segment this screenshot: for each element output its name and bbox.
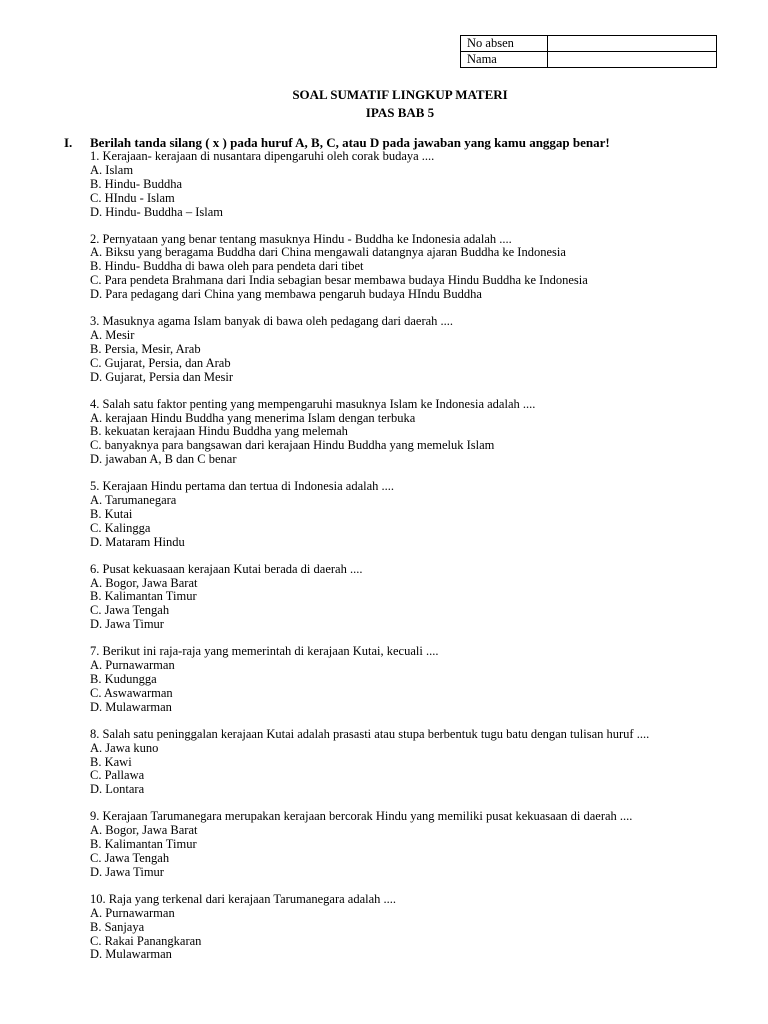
answer-option[interactable]: B. kekuatan kerajaan Hindu Buddha yang melemah	[90, 424, 348, 439]
page-subtitle: IPAS BAB 5	[365, 105, 435, 120]
answer-option[interactable]: A. Bogor, Jawa Barat	[90, 575, 198, 590]
question-item	[90, 893, 750, 963]
answer-option[interactable]: B. Kudungga	[90, 672, 157, 686]
absen-row	[461, 36, 717, 52]
answer-option[interactable]: A. Purnawarman	[90, 905, 175, 920]
answer-option[interactable]: D. Lontara	[90, 782, 145, 797]
answer-option[interactable]: C. HIndu - Islam	[90, 190, 175, 205]
answer-option[interactable]: C. banyaknya para bangsawan dari kerajaan Hindu Buddha yang memeluk Islam	[90, 438, 495, 453]
question-item	[90, 150, 750, 220]
question-text: 6. Pusat kekuasaan kerajaan Kutai berada di daerah ....	[90, 561, 363, 576]
question-text: 9. Kerajaan Tarumanegara merupakan kerajaan bercorak Hindu yang memiliki pusat kekuasaan di daerah ....	[90, 809, 633, 824]
student-identity-table	[460, 35, 717, 68]
question-text: 5. Kerajaan Hindu pertama dan tertua di Indonesia adalah ....	[90, 479, 395, 494]
page-title: SOAL SUMATIF LINGKUP MATERI	[292, 87, 508, 102]
nama-label: Nama	[461, 52, 548, 68]
answer-option[interactable]: D. jawaban A, B dan C benar	[90, 452, 237, 467]
answer-option[interactable]: D. Mulawarman	[90, 947, 172, 962]
answer-option[interactable]: C. Kalingga	[90, 520, 151, 535]
question-item	[90, 315, 750, 385]
answer-option[interactable]: B. Hindu- Buddha	[90, 176, 183, 191]
answer-option[interactable]: C. Rakai Panangkaran	[90, 933, 202, 948]
absen-field[interactable]	[548, 36, 717, 52]
answer-option[interactable]: A. Jawa kuno	[90, 740, 159, 755]
answer-option[interactable]: B. Kutai	[90, 506, 133, 521]
question-item	[90, 233, 750, 303]
question-item	[90, 398, 750, 468]
answer-option[interactable]: C. Pallawa	[90, 768, 145, 783]
answer-option[interactable]: C. Para pendeta Brahmana dari India sebagian besar membawa budaya Hindu Buddha ke Indonesia	[90, 273, 588, 288]
answer-option[interactable]: C. Jawa Tengah	[90, 603, 170, 618]
question-text: 4. Salah satu faktor penting yang mempengaruhi masuknya Islam ke Indonesia adalah ....	[90, 396, 536, 411]
question-list	[90, 150, 750, 975]
answer-option[interactable]: B. Hindu- Buddha di bawa oleh para pendeta dari tibet	[90, 259, 364, 274]
question-text: 2. Pernyataan yang benar tentang masuknya Hindu - Buddha ke Indonesia adalah ....	[90, 231, 512, 246]
question-item	[90, 810, 750, 880]
question-text: 8. Salah satu peninggalan kerajaan Kutai adalah prasasti atau stupa berbentuk tugu batu dengan tulisan huruf ....	[90, 726, 650, 741]
nama-row	[461, 52, 717, 68]
answer-option[interactable]: A. kerajaan Hindu Buddha yang menerima Islam dengan terbuka	[90, 410, 416, 425]
nama-field[interactable]	[548, 52, 717, 68]
answer-option[interactable]: C. Jawa Tengah	[90, 850, 170, 865]
answer-option[interactable]: A. Mesir	[90, 327, 135, 342]
answer-option[interactable]: D. Mataram Hindu	[90, 534, 185, 549]
answer-option[interactable]: A. Bogor, Jawa Barat	[90, 823, 198, 838]
answer-option[interactable]: A. Tarumanegara	[90, 493, 177, 508]
answer-option[interactable]: B. Kalimantan Timur	[90, 837, 197, 852]
answer-option[interactable]: B. Kalimantan Timur	[90, 589, 197, 604]
answer-option[interactable]: B. Sanjaya	[90, 919, 145, 934]
answer-option[interactable]: A. Islam	[90, 162, 134, 177]
answer-option[interactable]: D. Para pedagang dari China yang membawa pengaruh budaya HIndu Buddha	[90, 287, 482, 302]
question-text: 7. Berikut ini raja-raja yang memerintah di kerajaan Kutai, kecuali ....	[90, 644, 439, 659]
answer-option[interactable]: C. Gujarat, Persia, dan Arab	[90, 355, 231, 370]
absen-label: No absen	[461, 36, 548, 52]
answer-option[interactable]: D. Hindu- Buddha – Islam	[90, 204, 223, 219]
answer-option[interactable]: D. Mulawarman	[90, 699, 172, 714]
answer-option[interactable]: A. Purnawarman	[90, 658, 175, 673]
answer-option[interactable]: A. Biksu yang beragama Buddha dari China mengawali datangnya ajaran Buddha ke Indonesia	[90, 245, 566, 260]
answer-option[interactable]: D. Jawa Timur	[90, 864, 164, 879]
question-item	[90, 480, 750, 550]
question-item	[90, 728, 750, 798]
question-text: 1. Kerajaan- kerajaan di nusantara dipengaruhi oleh corak budaya ....	[90, 149, 435, 163]
answer-option[interactable]: C. Aswawarman	[90, 685, 173, 700]
answer-option[interactable]: D. Jawa Timur	[90, 617, 164, 632]
answer-option[interactable]: B. Kawi	[90, 754, 132, 769]
answer-option[interactable]: D. Gujarat, Persia dan Mesir	[90, 369, 234, 384]
question-text: 10. Raja yang terkenal dari kerajaan Tarumanegara adalah ....	[90, 891, 397, 906]
question-item	[90, 645, 750, 715]
section-instruction: Berilah tanda silang ( x ) pada huruf A, B, C, atau D pada jawaban yang kamu anggap benar!	[90, 135, 610, 150]
answer-option[interactable]: B. Persia, Mesir, Arab	[90, 341, 201, 356]
section-number: I.	[64, 135, 73, 150]
question-text: 3. Masuknya agama Islam banyak di bawa oleh pedagang dari daerah ....	[90, 314, 454, 329]
question-item	[90, 563, 750, 633]
